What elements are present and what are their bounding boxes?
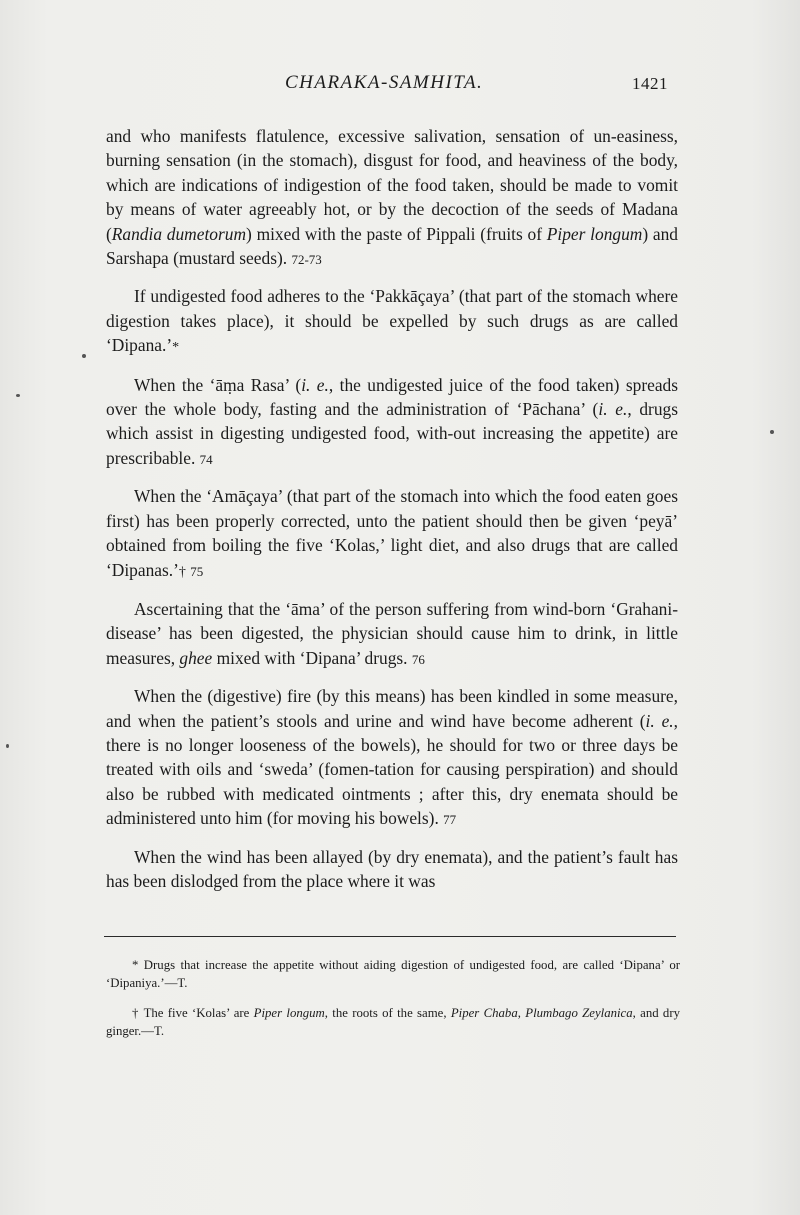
footnotes (106, 956, 680, 1052)
text-run: , the undigested juice of the food taken) spreads over the whole body, fasting and the administration of ‘Pāchana’ ( (106, 374, 679, 420)
scan-speck (82, 354, 86, 358)
running-title: CHARAKA-SAMHITA. (285, 72, 484, 93)
footnote-divider (104, 936, 676, 937)
text-run: , drugs which assist in digesting undigested food, with-out increasing the appetite) are prescribable. (106, 399, 679, 468)
italic-text: Piper longum (253, 1006, 325, 1020)
paragraph (106, 845, 678, 894)
verse-number: 75 (190, 563, 204, 579)
text-run: When the wind has been allayed (by dry enemata), and the patient’s fault has has been dislodged from the place where it was (106, 846, 678, 891)
text-run: ) mixed with the paste of Pippali (fruits of (246, 223, 547, 244)
scan-speck (770, 430, 774, 434)
paragraph (106, 124, 678, 272)
text-run: ) and Sarshapa (mustard seeds). (106, 223, 679, 269)
italic-text: i. e. (645, 710, 674, 731)
scan-speck (6, 744, 9, 748)
verse-number: 77 (443, 812, 457, 828)
text-run: , there is no longer looseness of the bowels), he should for two or three days be treated with oils and ‘sweda’ (fomen-tation for causing perspiration) and should also be rubbed with medicated ointments ; after this, dry enemata should be administered unto him (for moving his bowels). (106, 710, 679, 829)
text-run: If undigested food adheres to the ‘Pakkāçaya’ (that part of the stomach where digestion takes place), it should be expelled by such drugs as are called ‘Dipana.’ (106, 286, 678, 356)
text-run: , the roots of the same, (324, 1006, 451, 1020)
paragraph (106, 373, 678, 473)
text-run: mixed with ‘Dipana’ drugs. (212, 647, 412, 668)
text-run: and who manifests flatulence, excessive salivation, sensation of un-easiness, burning sensation (in the stomach), disgust for food, and heaviness of the body, which are indications of indigestion of the food taken, should be made to vomit by means of water agreeably hot, or by the decoction of the seeds of Madana ( (106, 126, 678, 244)
italic-text: Piper Chaba (450, 1006, 518, 1020)
body-text (106, 124, 678, 905)
verse-number: 74 (199, 451, 213, 467)
text-run: When the ‘āṃa Rasa’ ( (134, 374, 302, 395)
italic-text: i. e. (598, 399, 628, 420)
footnote-marker: * (172, 340, 180, 356)
footnote-marker: † (178, 564, 186, 580)
page-number: 1421 (632, 74, 668, 93)
italic-text: ghee (179, 647, 213, 668)
footnote (106, 956, 680, 992)
text-run: * Drugs that increase the appetite without aiding digestion of undigested food, are called ‘Dipana’ or ‘Dipaniya.’—T. (106, 958, 680, 990)
verse-number: 72-73 (291, 252, 322, 268)
italic-text: Plumbago Zeylanica (525, 1006, 633, 1020)
scan-speck (16, 394, 20, 397)
verse-number: 76 (411, 651, 425, 667)
page-header (0, 72, 800, 102)
italic-text: Piper longum (546, 223, 643, 244)
text-run: When the ‘Amāçaya’ (that part of the stomach into which the food eaten goes first) has been properly corrected, unto the patient should then be given ‘peyā’ obtained from boiling the five ‘Kolas,’ light diet, and also drugs that are called ‘Dipanas.’ (106, 486, 678, 580)
footnote (106, 1004, 680, 1040)
italic-text: Randia dumetorum (111, 223, 247, 244)
paragraph (106, 484, 678, 585)
text-run: Ascertaining that the ‘āma’ of the person suffering from wind-born ‘Grahani-disease’ has been digested, the physician should cause him to drink, in little measures, (106, 598, 678, 668)
text-run: When the (digestive) fire (by this means) has been kindled in some measure, and when the patient’s stools and urine and wind have become adherent ( (106, 686, 678, 731)
text-run: , and dry ginger.—T. (106, 1006, 680, 1038)
paragraph (106, 684, 678, 832)
text-run: † The five ‘Kolas’ are (132, 1006, 254, 1020)
text-run: , (517, 1006, 526, 1020)
paragraph (106, 284, 678, 360)
italic-text: i. e. (301, 374, 329, 395)
paragraph (106, 597, 678, 672)
